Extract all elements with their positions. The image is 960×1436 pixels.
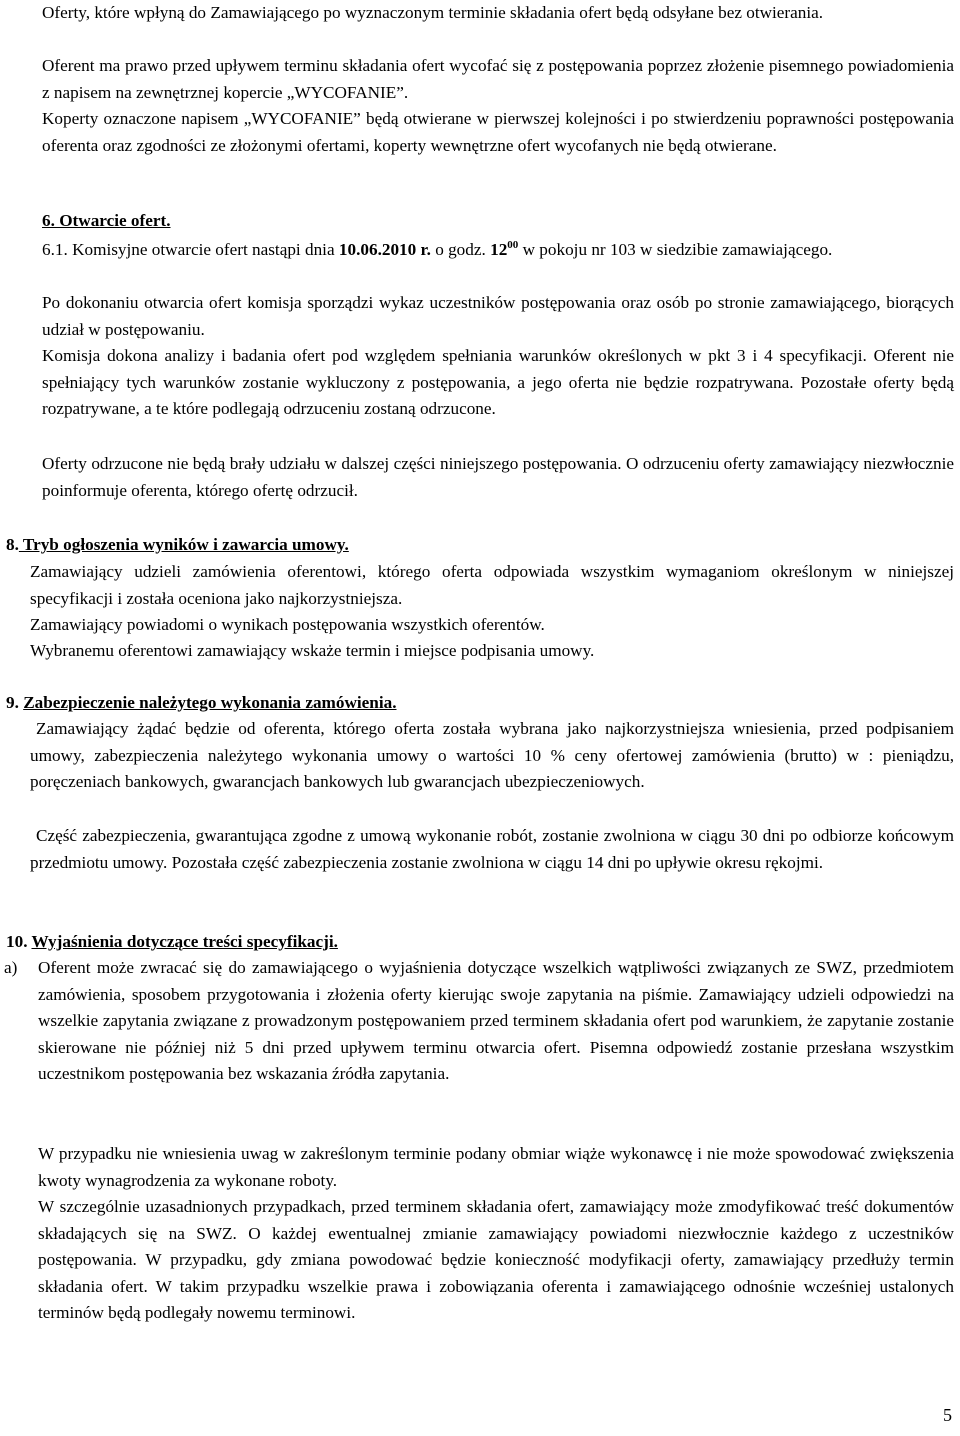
section-10-heading: 10. Wyjaśnienia dotyczące treści specyfikacji. (6, 932, 338, 951)
opening-hour: 12 (490, 240, 508, 259)
section-9-paragraph-1: Zamawiający żądać będzie od oferenta, którego oferta została wybrana jako najkorzystniejsza wniesienia, przed podpisaniem umowy, zabezpieczenia należytego wykonania umowy o wartości 10 % ceny ofertowej zamówienia (brutto) w : pieniądzu, poręczeniach bankowych, gwarancjach bankowych lub gwarancjach ubezpieczeniowych. (30, 719, 954, 791)
opening-minutes: 00 (507, 239, 519, 251)
section-6-1-item: 6.1. Komisyjne otwarcie ofert nastąpi dnia 10.06.2010 r. o godz. $12^{00}$ w pokoju nr 103 w siedzibie zamawiającego. (42, 239, 833, 259)
intro-paragraph-1: Oferty, które wpłyną do Zamawiającego po wyznaczonym terminie składania ofert będą odsyłane bez otwierania. (42, 3, 824, 22)
section-6-heading: 6. Otwarcie ofert. (42, 211, 171, 230)
section-10-paragraph-1: Oferent może zwracać się do zamawiającego o wyjaśnienia dotyczące wszelkich wątpliwości związanych ze SWZ, przedmiotem zamówienia, sposobem przygotowania i złożenia oferty kierując swoje zapytania na piśmie. Zamawiający udzieli odpowiedzi na wszelkie zapytania związane z prowadzonym postępowaniem przed terminem składania ofert pod warunkiem, że zapytanie zostanie skierowane nie później niż 5 dni przed upływem terminu otwarcia ofert. Pisemna odpowiedź zostanie przesłana wszystkim uczestnikom postępowania bez wskazania źródła zapytania. (38, 958, 954, 1083)
opening-date: 10.06.2010 r. (338, 240, 431, 259)
section-8-paragraph-3: Wybranemu oferentowi zamawiający wskaże termin i miejsce podpisania umowy. (30, 641, 595, 660)
section-10-paragraph-2: W przypadku nie wniesienia uwag w zakreślonym terminie podany obmiar wiąże wykonawcę i nie może spowodować zwiększenia kwoty wynagrodzenia za wykonane roboty. (38, 1144, 954, 1190)
intro-paragraph-3: Koperty oznaczone napisem „WYCOFANIE” będą otwierane w pierwszej kolejności i po stwierdzeniu poprawności postępowania oferenta oraz zgodności ze złożonymi ofertami, koperty wewnętrzne ofert wycofanych nie będą otwierane. (42, 109, 954, 155)
section-8-heading: 8. Tryb ogłoszenia wyników i zawarcia umowy. (6, 535, 349, 554)
section-10-paragraph-3: W szczególnie uzasadnionych przypadkach, przed terminem składania ofert, zamawiający może zmodyfikować treść dokumentów składających się na SWZ. O każdej ewentualnej zmianie zamawiający powiadomi niezwłocznie każdego z uczestników postępowania. W przypadku, gdy zmiana powodować będzie konieczność modyfikacji oferty, zamawiający przedłuży termin składania ofert. W takim przypadku wszelkie prawa i zobowiązania oferenta i zamawiającego odnośnie wcześniej ustalonych terminów będą podlegały nowemu terminowi. (38, 1197, 954, 1322)
section-9-paragraph-2: Część zabezpieczenia, gwarantująca zgodne z umową wykonanie robót, zostanie zwolniona w ciągu 30 dni po odbiorze końcowym przedmiotu umowy. Pozostała część zabezpieczenia zostanie zwolniona w ciągu 14 dni po upływie okresu rękojmi. (30, 826, 954, 872)
list-marker-a: a) (4, 958, 18, 977)
intro-paragraph-2: Oferent ma prawo przed upływem terminu składania ofert wycofać się z postępowania poprzez złożenie pisemnego powiadomienia z napisem na zewnętrznej kopercie „WYCOFANIE”. (42, 56, 954, 102)
section-6-paragraph-3: Oferty odrzucone nie będą brały udziału w dalszej części niniejszego postępowania. O odrzuceniu oferty zamawiający niezwłocznie poinformuje oferenta, którego ofertę odrzucił. (42, 454, 954, 500)
item-number: 6.1. (42, 240, 68, 259)
page-number: 5 (943, 1405, 952, 1425)
section-6-paragraph-2: Komisja dokona analizy i badania ofert pod względem spełniania warunków określonych w pkt 3 i 4 specyfikacji. Oferent nie spełniający tych warunków zostanie wykluczony z postępowania, a jego oferta nie będzie rozpatrywana. Pozostałe oferty będą rozpatrywane, a te które podlegają odrzuceniu zostaną odrzucone. (42, 346, 954, 418)
section-9-heading: 9. Zabezpieczenie należytego wykonania zamówienia. (6, 693, 397, 712)
section-6-paragraph-1: Po dokonaniu otwarcia ofert komisja sporządzi wykaz uczestników postępowania oraz osób po stronie zamawiającego, biorących udział w postępowaniu. (42, 293, 954, 339)
section-8-paragraph-1: Zamawiający udzieli zamówienia oferentowi, którego oferta odpowiada wszystkim wymaganiom określonym w niniejszej specyfikacji i została oceniona jako najkorzystniejsza. (30, 562, 954, 608)
section-8-paragraph-2: Zamawiający powiadomi o wynikach postępowania wszystkich oferentów. (30, 615, 545, 634)
